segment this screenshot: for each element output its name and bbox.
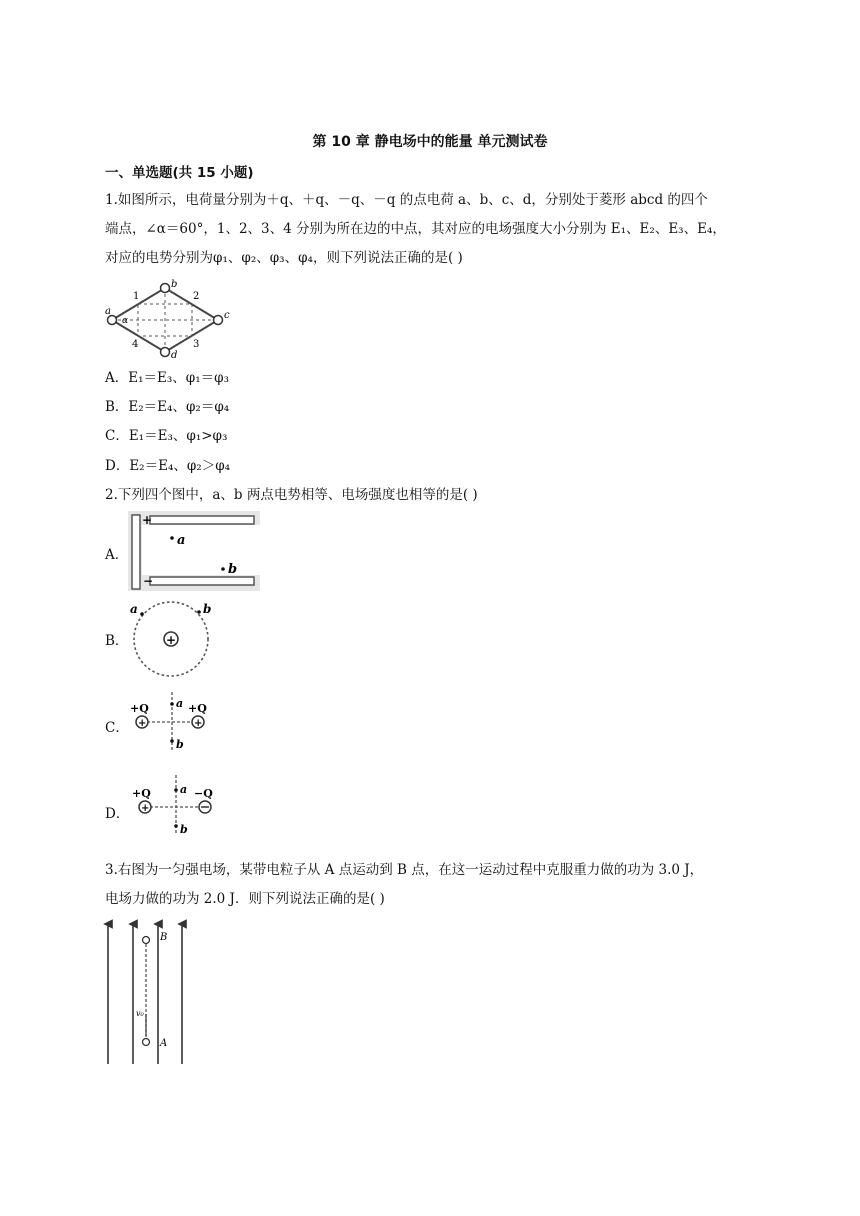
- q1-label-3: 3: [193, 339, 200, 350]
- q3-stem-line1: 3.右图为一匀强电场，某带电粒子从 A 点运动到 B 点，在这一运动过程中克服重力做的功为 3.0 J，: [105, 862, 704, 878]
- q2c-label-a: a: [176, 697, 184, 710]
- q3-label-v0: v₀: [136, 1009, 144, 1018]
- q1-option-a: A．E₁＝E₃、φ₁＝φ₃: [105, 370, 230, 386]
- q2-figure-d: [130, 773, 220, 837]
- q2-option-c-label: C．: [105, 720, 129, 736]
- q2d-label-b: b: [180, 823, 188, 836]
- q2c-label-right-charge: +Q: [188, 702, 207, 715]
- q1-label-c: c: [224, 310, 230, 321]
- q1-label-2: 2: [193, 291, 200, 302]
- q2a-label-a: a: [177, 533, 186, 548]
- q2d-label-right-charge: −Q: [194, 787, 213, 800]
- q1-label-alpha: α: [122, 316, 129, 326]
- q1-label-d: d: [171, 350, 178, 360]
- q2-figure-b: [124, 598, 220, 680]
- q2a-minus-sign: −: [143, 574, 154, 588]
- q1-stem-line2: 端点，∠α＝60°，1、2、3、4 分别为所在边的中点，其对应的电场强度大小分别为 E₁、E₂、E₃、E₄，: [105, 221, 726, 237]
- q1-option-d: D．E₂＝E₄、φ₂＞φ₄: [105, 458, 231, 474]
- q2-figure-a: [128, 511, 260, 591]
- q2b-label-a: a: [130, 602, 138, 616]
- q1-label-b: b: [171, 279, 178, 290]
- section-heading: 一、单选题(共 15 小题): [105, 165, 254, 181]
- q1-stem-line3: 对应的电势分别为φ₁、φ₂、φ₃、φ₄，则下列说法正确的是( ): [105, 250, 463, 266]
- q2-stem: 2.下列四个图中，a、b 两点电势相等、电场强度也相等的是( ): [105, 487, 478, 503]
- svg-text:+: +: [138, 718, 147, 729]
- q1-stem-line1: 1.如图所示，电荷量分别为＋q、＋q、－q、－q 的点电荷 a、b、c、d，分别处于菱形 abcd 的四个: [105, 192, 708, 208]
- q3-label-B: B: [160, 932, 168, 943]
- q2c-label-b: b: [176, 738, 184, 751]
- q3-stem-line2: 电场力做的功为 2.0 J．则下列说法正确的是( ): [105, 891, 385, 907]
- svg-text:+: +: [141, 803, 150, 814]
- q2c-label-left-charge: +Q: [130, 702, 149, 715]
- q2-figure-c: [128, 690, 218, 752]
- q1-option-b: B．E₂＝E₄、φ₂＝φ₄: [105, 399, 230, 415]
- q2-option-a-label: A．: [105, 547, 129, 563]
- q2a-plus-sign: +: [142, 513, 153, 527]
- q3-label-A: A: [160, 1038, 168, 1049]
- page-title: 第 10 章 静电场中的能量 单元测试卷: [312, 134, 548, 150]
- q1-label-1: 1: [133, 291, 140, 302]
- svg-text:+: +: [194, 718, 203, 729]
- q1-option-c: C．E₁＝E₃、φ₁>φ₃: [105, 428, 228, 444]
- q3-field-figure: [100, 918, 200, 1068]
- q2d-label-left-charge: +Q: [132, 787, 151, 800]
- q2a-label-b: b: [228, 562, 238, 577]
- q2-option-d-label: D．: [105, 806, 130, 822]
- q1-label-4: 4: [132, 339, 139, 350]
- q2-option-b-label: B．: [105, 633, 129, 649]
- q1-label-a: a: [105, 306, 111, 317]
- q2b-label-b: b: [203, 602, 212, 616]
- q2b-center-charge: +: [166, 633, 177, 647]
- q2d-label-a: a: [180, 783, 188, 796]
- q1-rhombus-figure: [100, 278, 235, 360]
